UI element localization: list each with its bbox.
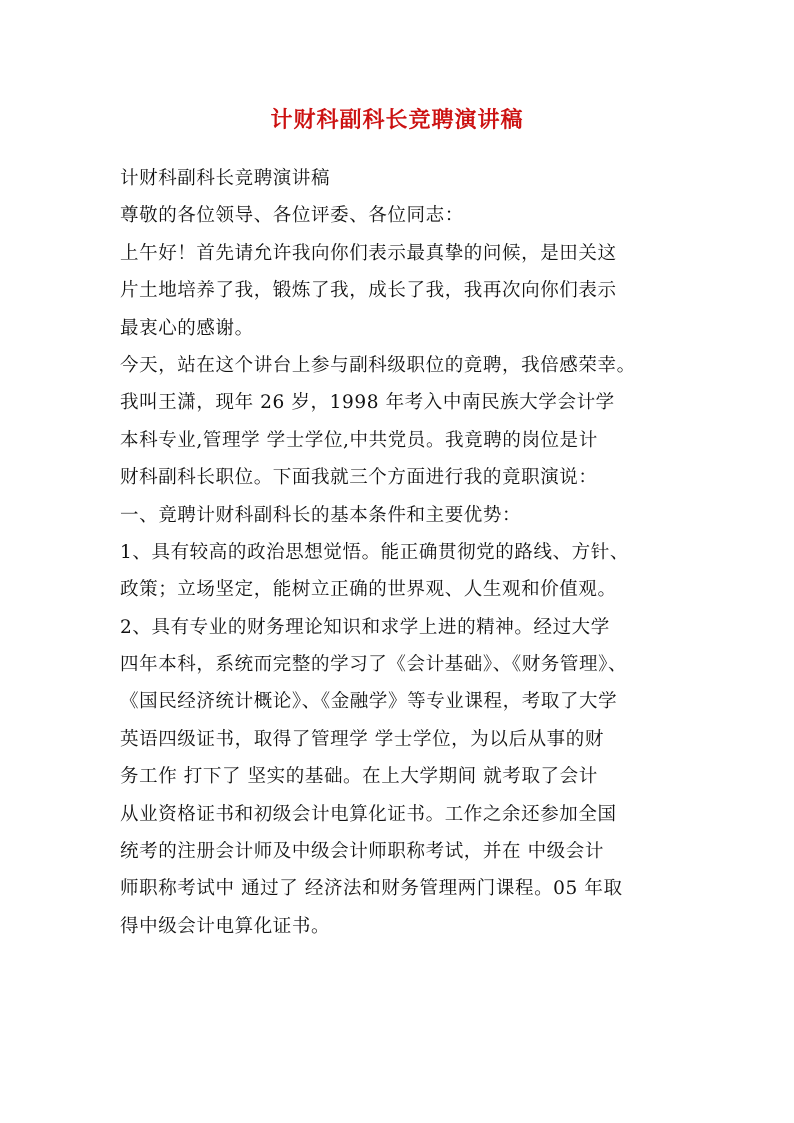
- text-line: 得中级会计电算化证书。: [120, 915, 331, 937]
- text-line: 统考的注册会计师及中级会计师职称考试，并在 中级会计: [120, 841, 604, 863]
- text-line: 本科专业,管理学 学士学位,中共党员。我竟聘的岗位是计: [120, 429, 598, 451]
- text-line: 我叫王潇，现年 26 岁，1998 年考入中南民族大学会计学: [120, 392, 615, 414]
- text-line: 一、竟聘计财科副科长的基本条件和主要优势：: [120, 504, 522, 526]
- text-line: 财科副科长职位。下面我就三个方面进行我的竟职演说：: [120, 467, 598, 489]
- text-line: 尊敬的各位领导、各位评委、各位同志：: [120, 205, 464, 227]
- text-line: 务工作 打下了 坚实的基础。在上大学期间 就考取了会计: [120, 766, 598, 788]
- document-title: 计财科副科长竞聘演讲稿: [270, 107, 524, 133]
- text-line: 四年本科，系统而完整的学习了《会计基础》、《财务管理》、: [120, 654, 628, 676]
- text-line: 《国民经济统计概论》、《金融学》等专业课程，考取了大学: [120, 691, 618, 713]
- text-line: 最衷心的感谢。: [120, 317, 254, 339]
- text-line: 从业资格证书和初级会计电算化证书。工作之余还参加全国: [120, 803, 617, 825]
- text-line: 片土地培养了我，锻炼了我，成长了我，我再次向你们表示: [120, 280, 617, 302]
- text-line: 英语四级证书，取得了管理学 学士学位，为以后从事的财: [120, 728, 604, 750]
- text-line: 师职称考试中 通过了 经济法和财务管理两门课程。05 年取: [120, 878, 623, 900]
- text-line: 政策；立场坚定，能树立正确的世界观、人生观和价值观。: [120, 579, 617, 601]
- text-line: 1、具有较高的政治思想觉悟。能正确贯彻党的路线、方针、: [120, 541, 629, 563]
- text-line: 今天，站在这个讲台上参与副科级职位的竟聘，我倍感荣幸。: [120, 354, 636, 376]
- document-body: [120, 160, 680, 945]
- text-line: 上午好！首先请允许我向你们表示最真挚的问候，是田关这: [120, 242, 617, 264]
- text-line: 2、具有专业的财务理论知识和求学上进的精神。经过大学: [120, 616, 610, 638]
- text-line: 计财科副科长竞聘演讲稿: [120, 168, 331, 189]
